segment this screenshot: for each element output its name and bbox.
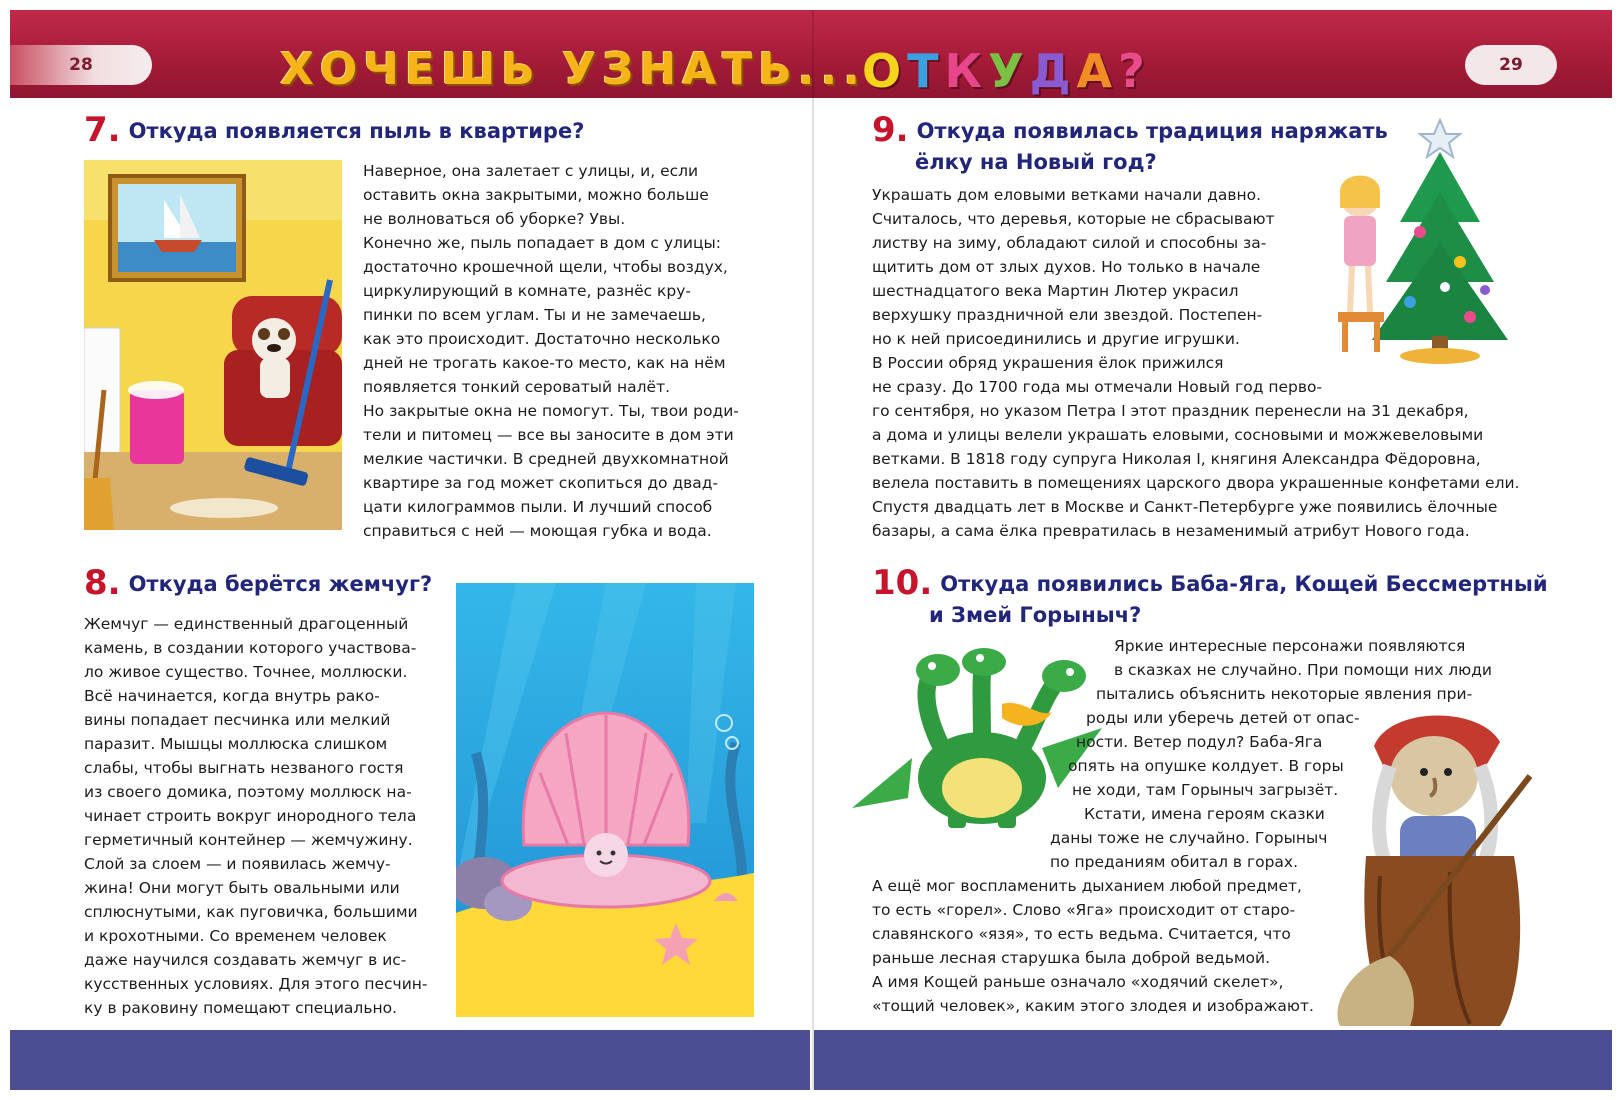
question-9-body-narrow — [872, 183, 1342, 399]
header-title-right-letter: А — [1076, 44, 1119, 98]
text-line: вины попадает песчинка или мелкий — [84, 711, 391, 729]
text-line: Жемчуг — единственный драгоценный — [84, 615, 409, 633]
question-9-title-line2: ёлку на Новый год? — [915, 150, 1157, 174]
header-title-right-letter: Т — [907, 44, 945, 98]
text-line: паразит. Мышцы моллюска слишком — [84, 735, 388, 753]
text-line: верхушку праздничной ели звездой. Постепен- — [872, 306, 1263, 324]
text-line: щитить дом от злых духов. Но только в начале — [872, 258, 1261, 276]
text-line: как это происходит. Достаточно несколько — [363, 330, 721, 348]
text-line: а дома и улицы велели украшать еловыми, сосновыми и можжевеловыми — [872, 426, 1484, 444]
text-line: по преданиям обитал в горах. — [1050, 853, 1299, 871]
question-9-text-line1: Откуда появилась традиция наряжать — [916, 119, 1388, 143]
christmas-tree-girl-illustration — [1320, 112, 1570, 368]
text-line: ветками. В 1818 году супруга Николая I, княгиня Александра Фёдоровна, — [872, 450, 1481, 468]
text-line: чинает строить вокруг инородного тела — [84, 807, 417, 825]
header-title-right-letter: ? — [1118, 44, 1151, 98]
text-line: дней не трогать какое-то место, как на нём — [363, 354, 726, 372]
text-line: ло живое существо. Точнее, моллюски. — [84, 663, 408, 681]
question-7-number: 7. — [84, 110, 121, 150]
text-line: Наверное, она залетает с улицы, и, если — [363, 162, 699, 180]
text-line: Конечно же, пыль попадает в дом с улицы: — [363, 234, 722, 252]
text-line: ности. Ветер подул? Баба-Яга — [1076, 733, 1323, 751]
question-10-title-line2: и Змей Горыныч? — [929, 603, 1142, 627]
text-line: не сразу. До 1700 года мы отмечали Новый год перво- — [872, 378, 1323, 396]
text-line: камень, в создании которого участвова- — [84, 639, 417, 657]
text-line: Кстати, имена героям сказки — [1084, 805, 1325, 823]
text-line: Яркие интересные персонажи появляются — [1114, 637, 1466, 655]
header-title-right-letter: Д — [1029, 44, 1077, 98]
text-line: и крохотными. Со временем человек — [84, 927, 387, 945]
text-line: Но закрытые окна не помогут. Ты, твои роди- — [363, 402, 739, 420]
text-line: Всё начинается, когда внутрь рако- — [84, 687, 380, 705]
text-line: даже научился создавать жемчуг в ис- — [84, 951, 407, 969]
text-line: тели и питомец — все вы заносите в дом эти — [363, 426, 734, 444]
text-line: в сказках не случайно. При помощи них люди — [1114, 661, 1492, 679]
text-line: не волноваться об уборке? Увы. — [363, 210, 626, 228]
question-7-body — [363, 159, 763, 543]
question-10-title — [872, 563, 1548, 603]
text-line: появляется тонкий сероватый налёт. — [363, 378, 671, 396]
text-line: го сентября, но указом Петра I этот праздник перенесли на 31 декабря, — [872, 402, 1469, 420]
text-line: пытались объяснить некоторые явления при- — [1096, 685, 1473, 703]
text-line: из своего домика, поэтому моллюск на- — [84, 783, 412, 801]
text-line: цати килограммов пыли. И лучший способ — [363, 498, 713, 516]
text-line: кусственных условиях. Для этого песчин- — [84, 975, 428, 993]
text-line: велела поставить в помещениях царского двора украшенные конфетами ели. — [872, 474, 1520, 492]
text-line: роды или уберечь детей от опас- — [1086, 709, 1360, 727]
text-line: листву на зиму, обладают силой и способны за- — [872, 234, 1267, 252]
question-9-number: 9. — [872, 110, 909, 150]
text-line: «тощий человек», каким этого злодея и изображают. — [872, 997, 1314, 1015]
question-8-text: Откуда берётся жемчуг? — [128, 572, 433, 596]
question-9-body-wide — [872, 399, 1572, 543]
text-line: справиться с ней — моющая губка и вода. — [363, 522, 712, 540]
text-line: Слой за слоем — и появилась жемчу- — [84, 855, 391, 873]
text-line: А ещё мог воспламенить дыханием любой предмет, — [872, 877, 1302, 895]
text-line: слабы, чтобы выгнать незваного гостя — [84, 759, 404, 777]
header-title-right-letter: О — [862, 44, 908, 98]
question-8-number: 8. — [84, 563, 121, 603]
text-line: достаточно крошечной щели, чтобы воздух, — [363, 258, 728, 276]
dusty-room-illustration — [84, 160, 342, 530]
question-7-text: Откуда появляется пыль в квартире? — [128, 119, 585, 143]
question-9-title — [872, 110, 1388, 150]
text-line: славянского «язя», то есть ведьма. Считается, что — [872, 925, 1291, 943]
text-line: жина! Они могут быть овальными или — [84, 879, 400, 897]
question-8-body — [84, 612, 454, 1020]
question-10-text-line1: Откуда появились Баба-Яга, Кощей Бессмертный — [940, 572, 1548, 596]
text-line: циркулирующий в комнате, разнёс кру- — [363, 282, 692, 300]
text-line: В России обряд украшения ёлок прижился — [872, 354, 1224, 372]
text-line: базары, а сама ёлка превратилась в незаменимый атрибут Нового года. — [872, 522, 1470, 540]
question-7-title — [84, 110, 585, 150]
text-line: пинки по всем углам. Ты и не замечаешь, — [363, 306, 706, 324]
page-number-right: 29 — [1465, 45, 1557, 85]
baba-yaga-illustration — [1330, 706, 1566, 1026]
text-line: раньше лесная старушка была доброй ведьмой. — [872, 949, 1271, 967]
text-line: ку в раковину помещают специально. — [84, 999, 397, 1017]
header-title-right-letter: К — [944, 44, 989, 98]
text-line: но к ней присоединились и другие игрушки. — [872, 330, 1240, 348]
text-line: квартире за год может скопиться до двад- — [363, 474, 719, 492]
text-line: мелкие частички. В средней двухкомнатной — [363, 450, 729, 468]
question-10-body-bottom — [872, 874, 1342, 1018]
text-line: не ходи, там Горыныч загрызёт. — [1072, 781, 1339, 799]
text-line: герметичный контейнер — жемчужину. — [84, 831, 413, 849]
question-10-number: 10. — [872, 563, 933, 603]
seashell-pearl-illustration — [456, 583, 754, 1017]
text-line: опять на опушке колдует. В горы — [1068, 757, 1344, 775]
text-line: Спустя двадцать лет в Москве и Санкт-Петербурге уже появились ёлочные — [872, 498, 1498, 516]
footer-bar-right — [814, 1030, 1612, 1090]
header-title-right-letter: У — [988, 44, 1030, 98]
question-8-title — [84, 563, 433, 603]
text-line: Украшать дом еловыми ветками начали давно. — [872, 186, 1262, 204]
text-line: даны тоже не случайно. Горыныч — [1050, 829, 1328, 847]
header-title-left: ХОЧЕШЬ УЗНАТЬ... — [280, 44, 866, 95]
text-line: шестнадцатого века Мартин Лютер украсил — [872, 282, 1239, 300]
header-title-right — [862, 44, 1151, 98]
text-line: оставить окна закрытыми, можно больше — [363, 186, 709, 204]
text-line: Считалось, что деревья, которые не сбрасывают — [872, 210, 1275, 228]
page-number-left: 28 — [10, 45, 152, 85]
text-line: А имя Кощей раньше означало «ходячий скелет», — [872, 973, 1284, 991]
footer-bar-left — [10, 1030, 810, 1090]
text-line: то есть «горел». Слово «Яга» происходит от старо- — [872, 901, 1296, 919]
text-line: сплюснутыми, как пуговичка, большими — [84, 903, 418, 921]
book-spine — [812, 10, 814, 1090]
